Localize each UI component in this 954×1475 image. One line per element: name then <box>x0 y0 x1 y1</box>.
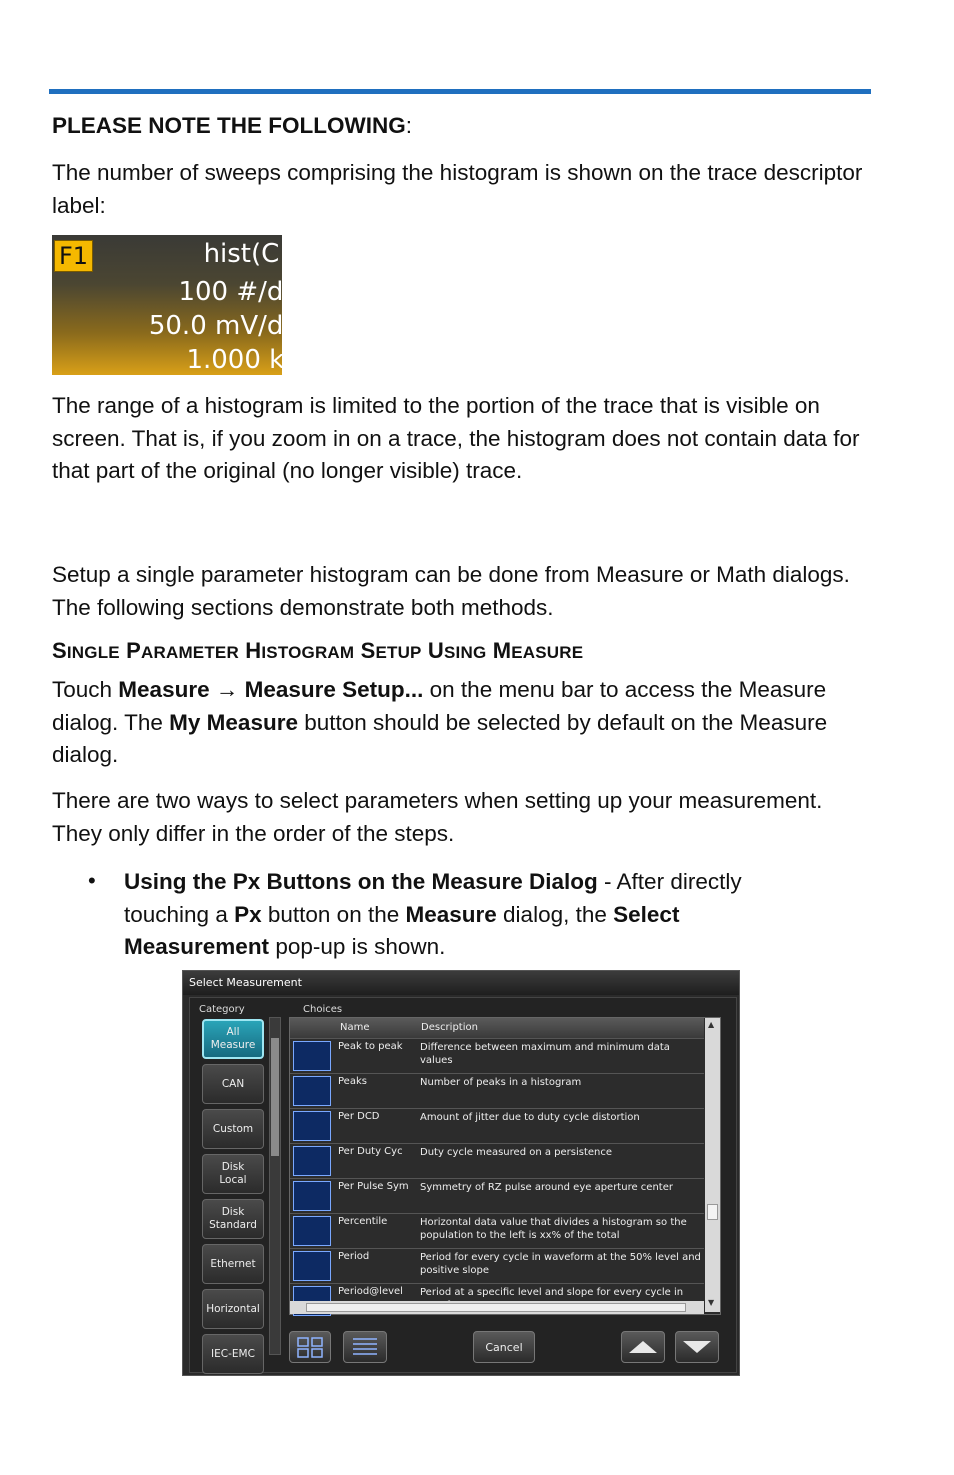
choices-horizontal-scrollbar[interactable] <box>290 1301 704 1314</box>
list-view-icon <box>350 1335 380 1359</box>
period-icon <box>293 1251 331 1281</box>
category-label: Category <box>199 1004 245 1015</box>
header-rule <box>49 89 871 94</box>
paragraph-two-ways: There are two ways to select parameters when setting up your measurement. They only differ in the order of the steps. <box>52 788 823 846</box>
scroll-up-arrow-icon[interactable]: ▲ <box>708 1020 715 1029</box>
category-custom[interactable]: Custom <box>202 1109 264 1149</box>
table-row[interactable]: Peaks Number of peaks in a histogram <box>290 1073 704 1108</box>
page-down-button[interactable] <box>675 1331 719 1363</box>
table-row[interactable]: Per Duty Cyc Duty cycle measured on a persistence <box>290 1143 704 1178</box>
grid-view-button[interactable] <box>289 1331 331 1363</box>
paragraph-range: The range of a histogram is limited to the portion of the trace that is visible on screen. That is, if you zoom in on a trace, the histogram does not contain data for that part of the original (no longer visible) trace. <box>52 393 860 483</box>
table-row[interactable]: Period Period for every cycle in waveform at the 50% level and positive slope <box>290 1248 704 1283</box>
column-name: Name <box>340 1022 370 1033</box>
note-heading-line: PLEASE NOTE THE FOLLOWING: <box>52 113 413 138</box>
choices-table <box>289 1017 721 1315</box>
table-row[interactable]: Percentile Horizontal data value that divides a histogram so the population to the left is xx% of the total <box>290 1213 704 1248</box>
choices-vertical-scrollbar[interactable] <box>705 1018 720 1312</box>
trace-sweep-count: 1.000 k# <box>186 345 306 375</box>
bullet-icon: • <box>88 868 96 893</box>
peak-to-peak-icon <box>293 1041 331 1071</box>
choices-horizontal-thumb[interactable] <box>306 1303 686 1312</box>
per-pulse-sym-icon <box>293 1181 331 1211</box>
category-scrollbar[interactable] <box>269 1017 281 1355</box>
trace-vertical-scale: 100 #/div <box>178 277 306 307</box>
trace-horizontal-scale: 50.0 mV/div <box>148 311 306 341</box>
section-heading: SINGLE PARAMETER HISTOGRAM SETUP USING MEASURE <box>52 638 584 663</box>
table-row[interactable]: Per Pulse Sym Symmetry of RZ pulse around eye aperture center <box>290 1178 704 1213</box>
choices-header <box>290 1018 704 1038</box>
select-measurement-dialog <box>182 970 740 1376</box>
table-row[interactable]: Per DCD Amount of jitter due to duty cycle distortion <box>290 1108 704 1143</box>
scroll-down-arrow-icon[interactable]: ▼ <box>708 1298 715 1307</box>
category-list <box>199 1017 271 1360</box>
trace-descriptor-label <box>52 235 306 375</box>
category-ethernet[interactable]: Ethernet <box>202 1244 264 1284</box>
column-description: Description <box>421 1022 478 1033</box>
choices-vertical-thumb[interactable] <box>707 1204 718 1220</box>
trace-badge: F1 <box>54 240 93 272</box>
paragraph-touch-measure: Touch Measure → Measure Setup... on the menu bar to access the Measure dialog. The My Measure button should be selected by default on the Measure dialog. <box>52 677 828 767</box>
paragraph-sweeps: The number of sweeps comprising the histogram is shown on the trace descriptor label: <box>52 160 863 218</box>
dialog-title: Select Measurement <box>183 971 739 995</box>
grid-view-icon <box>296 1336 324 1358</box>
per-dcd-icon <box>293 1111 331 1141</box>
table-row[interactable]: Period@level Period at a specific level and slope for every cycle in <box>290 1283 704 1318</box>
paragraph-setup: Setup a single parameter histogram can be done from Measure or Math dialogs. The following sections demonstrate both methods. <box>52 562 850 620</box>
peaks-icon <box>293 1076 331 1106</box>
table-row[interactable]: Peak to peak Difference between maximum and minimum data values <box>290 1038 704 1073</box>
arrow-up-icon <box>629 1341 657 1353</box>
category-all-measure[interactable]: All Measure <box>202 1019 264 1059</box>
category-iec-emc[interactable]: IEC-EMC <box>202 1334 264 1374</box>
category-can[interactable]: CAN <box>202 1064 264 1104</box>
cancel-button[interactable]: Cancel <box>473 1331 535 1363</box>
category-disk-standard[interactable]: Disk Standard <box>202 1199 264 1239</box>
note-heading: PLEASE NOTE THE FOLLOWING <box>52 113 406 138</box>
page-up-button[interactable] <box>621 1331 665 1363</box>
choices-label: Choices <box>303 1004 343 1015</box>
category-horizontal[interactable]: Horizontal <box>202 1289 264 1329</box>
category-disk-local[interactable]: Disk Local <box>202 1154 264 1194</box>
per-duty-cycle-icon <box>293 1146 331 1176</box>
arrow-down-icon <box>683 1341 711 1353</box>
category-scroll-thumb[interactable] <box>271 1038 279 1156</box>
list-view-button[interactable] <box>343 1331 387 1363</box>
percentile-icon <box>293 1216 331 1246</box>
trace-function: hist(C1) <box>203 239 306 269</box>
bullet-px-buttons: Using the Px Buttons on the Measure Dialog - After directly touching a Px button on the Measure dialog, the Select Measurement pop-up is shown. <box>124 869 742 959</box>
